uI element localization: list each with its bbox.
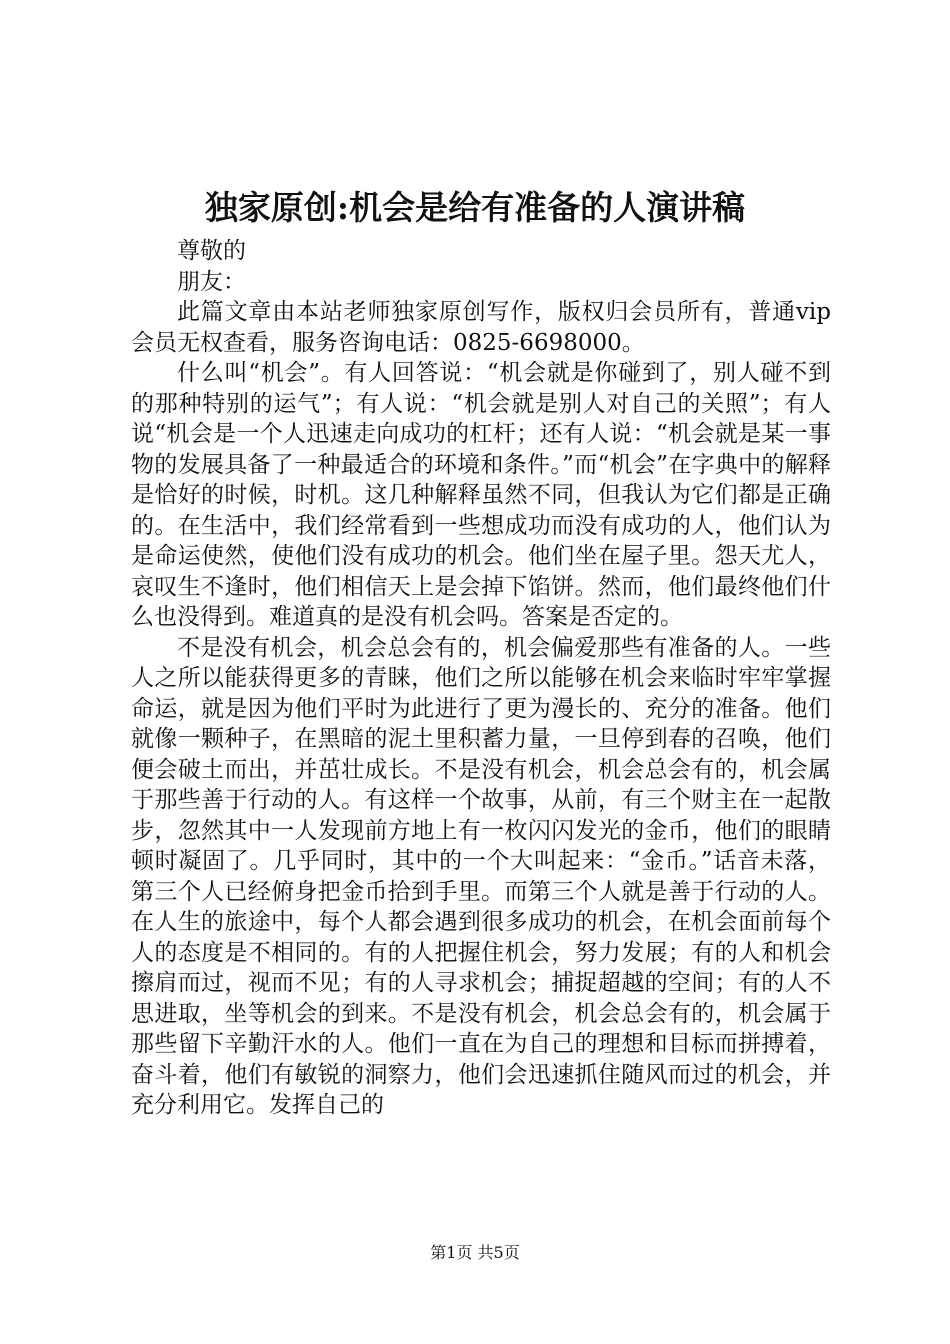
paragraph: 此篇文章由本站老师独家原创写作，版权归会员所有，普通vip会员无权查看，服务咨询电话：0825-6698000。	[131, 299, 831, 356]
document-title: 独家原创:机会是给有准备的人演讲稿	[204, 188, 746, 227]
page-footer: 第1页 共5页	[430, 1243, 520, 1262]
document-body	[131, 236, 831, 1121]
paragraph: 什么叫“机会”。有人回答说：“机会就是你碰到了，别人碰不到的那种特别的运气”；有人说：“机会就是别人对自己的关照”；有人说“机会是一个人迅速走向成功的杠杆；还有人说：“机会就是某一事物的发展具备了一种最适合的环境和条件。”而“机会”在字典中的解释是恰好的时候，时机。这几种解释虽然不同，但我认为它们都是正确的。在生活中，我们经常看到一些想成功而没有成功的人，他们认为是命运使然，使他们没有成功的机会。他们坐在屋子里。怨天尤人，哀叹生不逢时，他们相信天上是会掉下馅饼。然而，他们最终他们什么也没得到。难道真的是没有机会吗。答案是否定的。	[131, 360, 831, 630]
paragraph: 不是没有机会，机会总会有的，机会偏爱那些有准备的人。一些人之所以能获得更多的青睐，他们之所以能够在机会来临时牢牢掌握命运，就是因为他们平时为此进行了更为漫长的、充分的准备。他们就像一颗种子，在黑暗的泥土里积蓄力量，一旦停到春的召唤，他们便会破土而出，并茁壮成长。不是没有机会，机会总会有的，机会属于那些善于行动的人。有这样一个故事，从前，有三个财主在一起散步，忽然其中一人发现前方地上有一枚闪闪发光的金币，他们的眼睛顿时凝固了。几乎同时，其中的一个大叫起来：“金币。”话音未落，第三个人已经俯身把金币拾到手里。而第三个人就是善于行动的人。在人生的旅途中，每个人都会遇到很多成功的机会，在机会面前每个人的态度是不相同的。有的人把握住机会，努力发展；有的人和机会擦肩而过，视而不见；有的人寻求机会；捕捉超越的空间；有的人不思进取，坐等机会的到来。不是没有机会，机会总会有的，机会属于那些留下辛勤汗水的人。他们一直在为自己的理想和目标而拼搏着，奋斗着，他们有敏锐的洞察力，他们会迅速抓住随风而过的机会，并充分利用它。发挥自己的	[131, 634, 831, 1118]
salutation-line-2: 朋友：	[177, 268, 246, 295]
salutation-line-1: 尊敬的	[177, 238, 246, 264]
